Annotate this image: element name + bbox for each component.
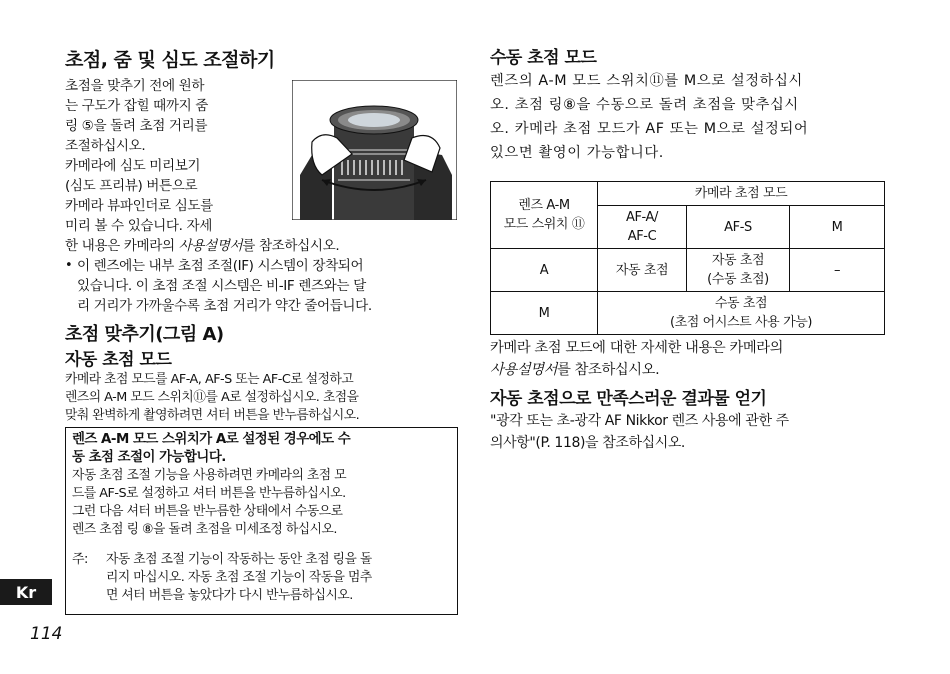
box-line: 드를 AF-S로 설정하고 셔터 버튼을 반누름하십시오. xyxy=(72,486,346,501)
auto-line: 카메라 초점 모드를 AF-A, AF-S 또는 AF-C로 설정하고 xyxy=(65,372,354,387)
table-col-header-afa-afc: AF-A/ AF-C xyxy=(598,206,687,249)
note-line: 리지 마십시오. 자동 초점 조절 기능이 작동을 멈추 xyxy=(106,570,372,585)
intro-line: 카메라 뷰파인더로 심도를 xyxy=(65,198,213,214)
table-col-header-afs: AF-S xyxy=(687,206,790,249)
intro-line: (심도 프리뷰) 버튼으로 xyxy=(65,178,198,194)
manual-title-italic: 사용설명서 xyxy=(178,238,243,254)
right-column xyxy=(490,48,886,454)
table-merged-cell: 수동 초점 (초점 어시스트 사용 가능) xyxy=(598,292,885,335)
intro-line-last: 한 내용은 카메라의 사용설명서를 참조하십시오. xyxy=(65,238,340,254)
table-row-label-m: M xyxy=(491,292,598,335)
table-col-header-m: M xyxy=(790,206,885,249)
manual-focus-heading: 수동 초점 모드 xyxy=(490,48,597,68)
if-system-bullet xyxy=(65,256,460,316)
manual-line: 오. 초점 링⑧을 수동으로 돌려 초점을 맞추십시 xyxy=(490,97,799,113)
bullet-line: 있습니다. 이 초점 조절 시스템은 비-IF 렌즈와는 달 xyxy=(77,278,366,294)
table-group-header: 카메라 초점 모드 xyxy=(598,182,885,206)
results-line: "광각 또는 초-광각 AF Nikkor 렌즈 사용에 관한 주 xyxy=(490,413,789,429)
lens-illustration xyxy=(292,80,457,220)
manual-title-italic: 사용설명서 xyxy=(490,362,558,378)
after-table-line-2: 사용설명서를 참조하십시오. xyxy=(490,362,660,378)
box-line: 자동 초점 조절 기능을 사용하려면 카메라의 초점 모 xyxy=(72,468,347,483)
box-bold-line: 동 초점 조절이 가능합니다. xyxy=(72,450,226,465)
note-line: 면 셔터 버튼을 놓았다가 다시 반누름하십시오. xyxy=(106,588,353,603)
focusing-heading: 초점 맞추기(그림 A) xyxy=(65,324,224,345)
note-row xyxy=(72,551,451,605)
manual-line: 렌즈의 A-M 모드 스위치⑪를 M으로 설정하십시 xyxy=(490,73,803,89)
box-bold-line: 렌즈 A-M 모드 스위치가 A로 설정된 경우에도 수 xyxy=(72,432,351,447)
box-line: 렌즈 초점 링 ⑧을 돌려 초점을 미세조정 하십시오. xyxy=(72,522,337,537)
section-heading-focus-zoom-dof: 초점, 줌 및 심도 조절하기 xyxy=(65,49,275,71)
focus-mode-table xyxy=(490,181,885,335)
page-number: 114 xyxy=(30,624,63,644)
results-line: 의사항"(P. 118)을 참조하십시오. xyxy=(490,435,685,451)
auto-line: 렌즈의 A-M 모드 스위치⑪를 A로 설정하십시오. 초점을 xyxy=(65,390,359,405)
table-row-label-a: A xyxy=(491,249,598,292)
box-line: 그런 다음 셔터 버튼을 반누름한 상태에서 수동으로 xyxy=(72,504,343,519)
table-cell: 자동 초점 (수동 초점) xyxy=(687,249,790,292)
auto-line: 맞춰 완벽하게 촬영하려면 셔터 버튼을 반누름하십시오. xyxy=(65,408,360,423)
table-cell: – xyxy=(790,249,885,292)
manual-line: 있으면 촬영이 가능합니다. xyxy=(490,145,664,161)
language-tab: Kr xyxy=(0,579,52,605)
manual-line: 오. 카메라 초점 모드가 AF 또는 M으로 설정되어 xyxy=(490,121,809,137)
note-label: 주: xyxy=(72,552,88,567)
bullet-line: 이 렌즈에는 내부 초점 조절(IF) 시스템이 장착되어 xyxy=(77,258,364,274)
results-heading: 자동 초점으로 만족스러운 결과물 얻기 xyxy=(490,389,767,409)
bullet-line: 리 거리가 가까울수록 초점 거리가 약간 줄어듭니다. xyxy=(77,298,372,314)
table-cell: 자동 초점 xyxy=(598,249,687,292)
intro-line: 링 ⑤을 돌려 초점 거리를 xyxy=(65,118,208,134)
note-line: 자동 초점 조절 기능이 작동하는 동안 초점 링을 돌 xyxy=(106,552,372,567)
manual-override-note-box xyxy=(65,427,458,615)
bullet-dot: • xyxy=(65,258,73,273)
intro-line: 조절하십시오. xyxy=(65,138,146,154)
auto-focus-heading: 자동 초점 모드 xyxy=(65,350,172,370)
after-table-line: 카메라 초점 모드에 대한 자세한 내용은 카메라의 xyxy=(490,340,784,356)
intro-line: 는 구도가 잡힐 때까지 줌 xyxy=(65,98,208,114)
table-corner-cell: 렌즈 A-M 모드 스위치 ⑪ xyxy=(491,182,598,249)
intro-line: 카메라에 심도 미리보기 xyxy=(65,158,201,174)
intro-line: 초점을 맞추기 전에 원하 xyxy=(65,78,205,94)
intro-line: 미리 볼 수 있습니다. 자세 xyxy=(65,218,212,234)
